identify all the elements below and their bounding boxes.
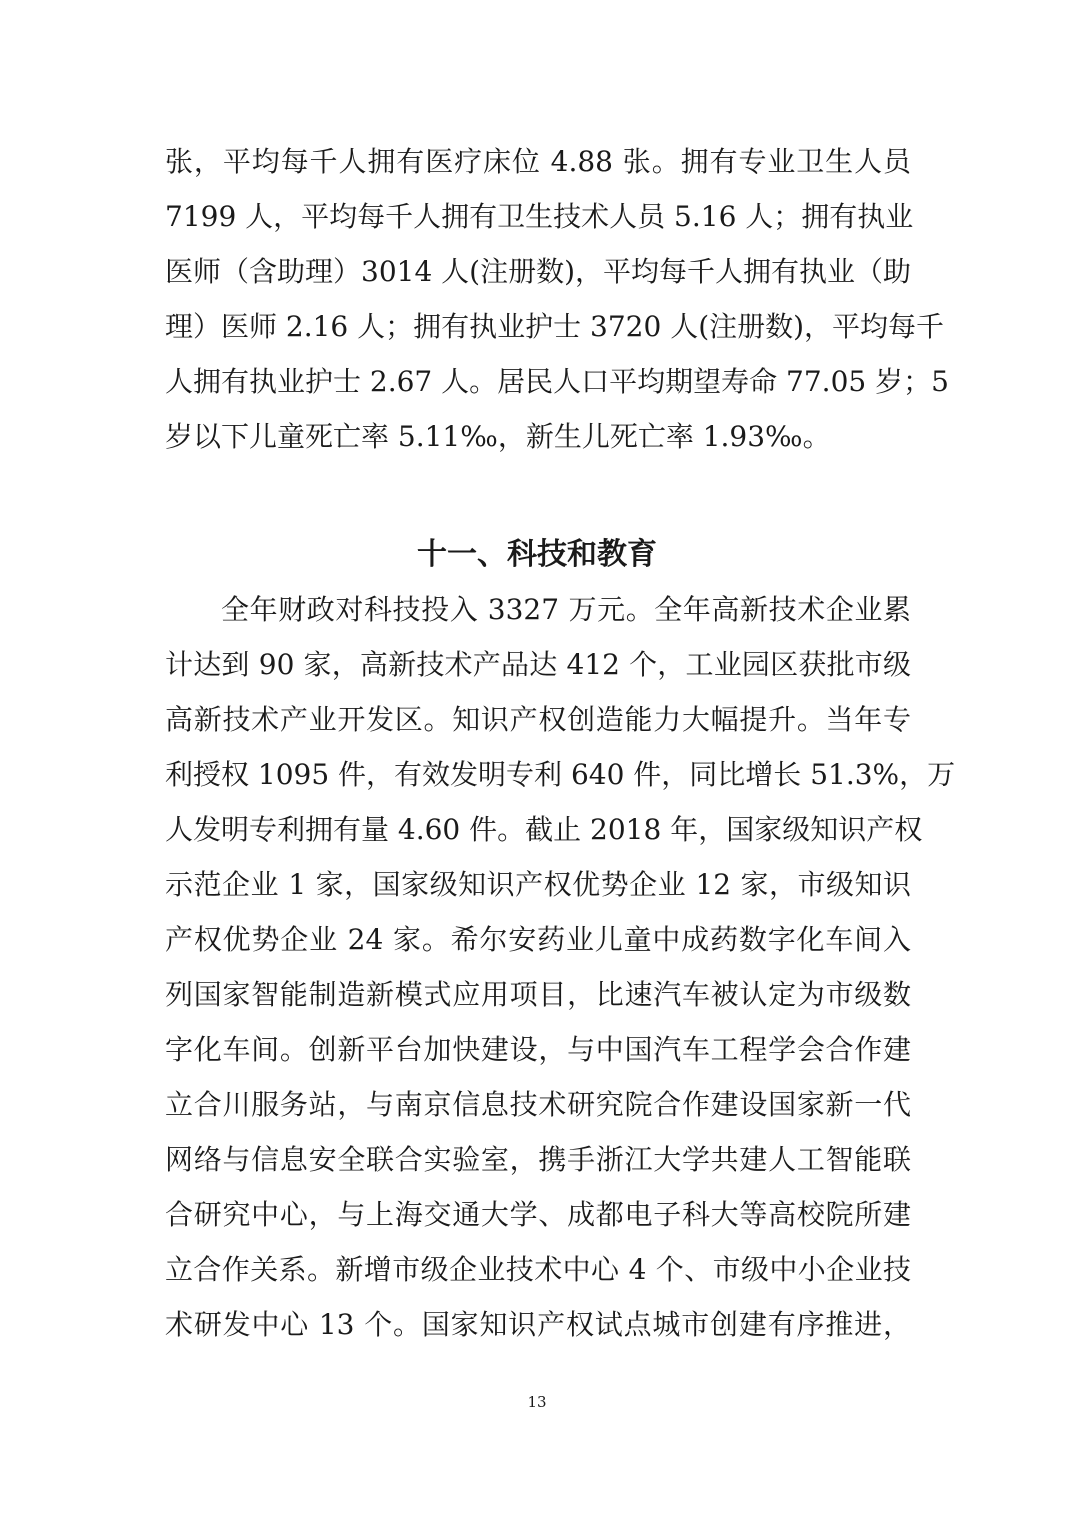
paragraph-line: 示范企业 1 家，国家级知识产权优势企业 12 家，市级知识 (165, 868, 911, 901)
paragraph-line: 立合作关系。新增市级企业技术中心 4 个、市级中小企业技 (165, 1253, 911, 1286)
paragraph-line: 术研发中心 13 个。国家知识产权试点城市创建有序推进， (165, 1308, 911, 1341)
paragraph-line: 人拥有执业护士 2.67 人。居民人口平均期望寿命 77.05 岁；5 (165, 365, 949, 398)
paragraph-line: 立合川服务站，与南京信息技术研究院合作建设国家新一代 (165, 1088, 911, 1121)
paragraph-line: 全年财政对科技投入 3327 万元。全年高新技术企业累 (221, 593, 911, 626)
paragraph-line: 人发明专利拥有量 4.60 件。截止 2018 年，国家级知识产权 (165, 813, 923, 846)
paragraph-line: 利授权 1095 件，有效发明专利 640 件，同比增长 51.3%，万 (165, 758, 956, 791)
paragraph-line: 字化车间。创新平台加快建设，与中国汽车工程学会合作建 (165, 1033, 911, 1066)
paragraph-line: 7199 人，平均每千人拥有卫生技术人员 5.16 人；拥有执业 (165, 200, 914, 233)
paragraph-line: 计达到 90 家，高新技术产品达 412 个，工业园区获批市级 (165, 648, 911, 681)
paragraph-line: 列国家智能制造新模式应用项目，比速汽车被认定为市级数 (165, 978, 911, 1011)
paragraph-line: 岁以下儿童死亡率 5.11‰，新生儿死亡率 1.93‰。 (165, 420, 831, 453)
paragraph-line: 理）医师 2.16 人；拥有执业护士 3720 人(注册数)，平均每千 (165, 310, 945, 343)
paragraph-line: 产权优势企业 24 家。希尔安药业儿童中成药数字化车间入 (165, 923, 911, 956)
paragraph-line: 张，平均每千人拥有医疗床位 4.88 张。拥有专业卫生人员 (165, 145, 911, 178)
paragraph-line: 高新技术产业开发区。知识产权创造能力大幅提升。当年专 (165, 703, 911, 736)
paragraph-line: 医师（含助理）3014 人(注册数)，平均每千人拥有执业（助 (165, 255, 912, 288)
paragraph-line: 合研究中心，与上海交通大学、成都电子科大等高校院所建 (165, 1198, 911, 1231)
paragraph-line: 网络与信息安全联合实验室，携手浙江大学共建人工智能联 (165, 1143, 911, 1176)
page-number: 13 (527, 1393, 547, 1411)
section-heading: 十一、科技和教育 (417, 537, 657, 572)
